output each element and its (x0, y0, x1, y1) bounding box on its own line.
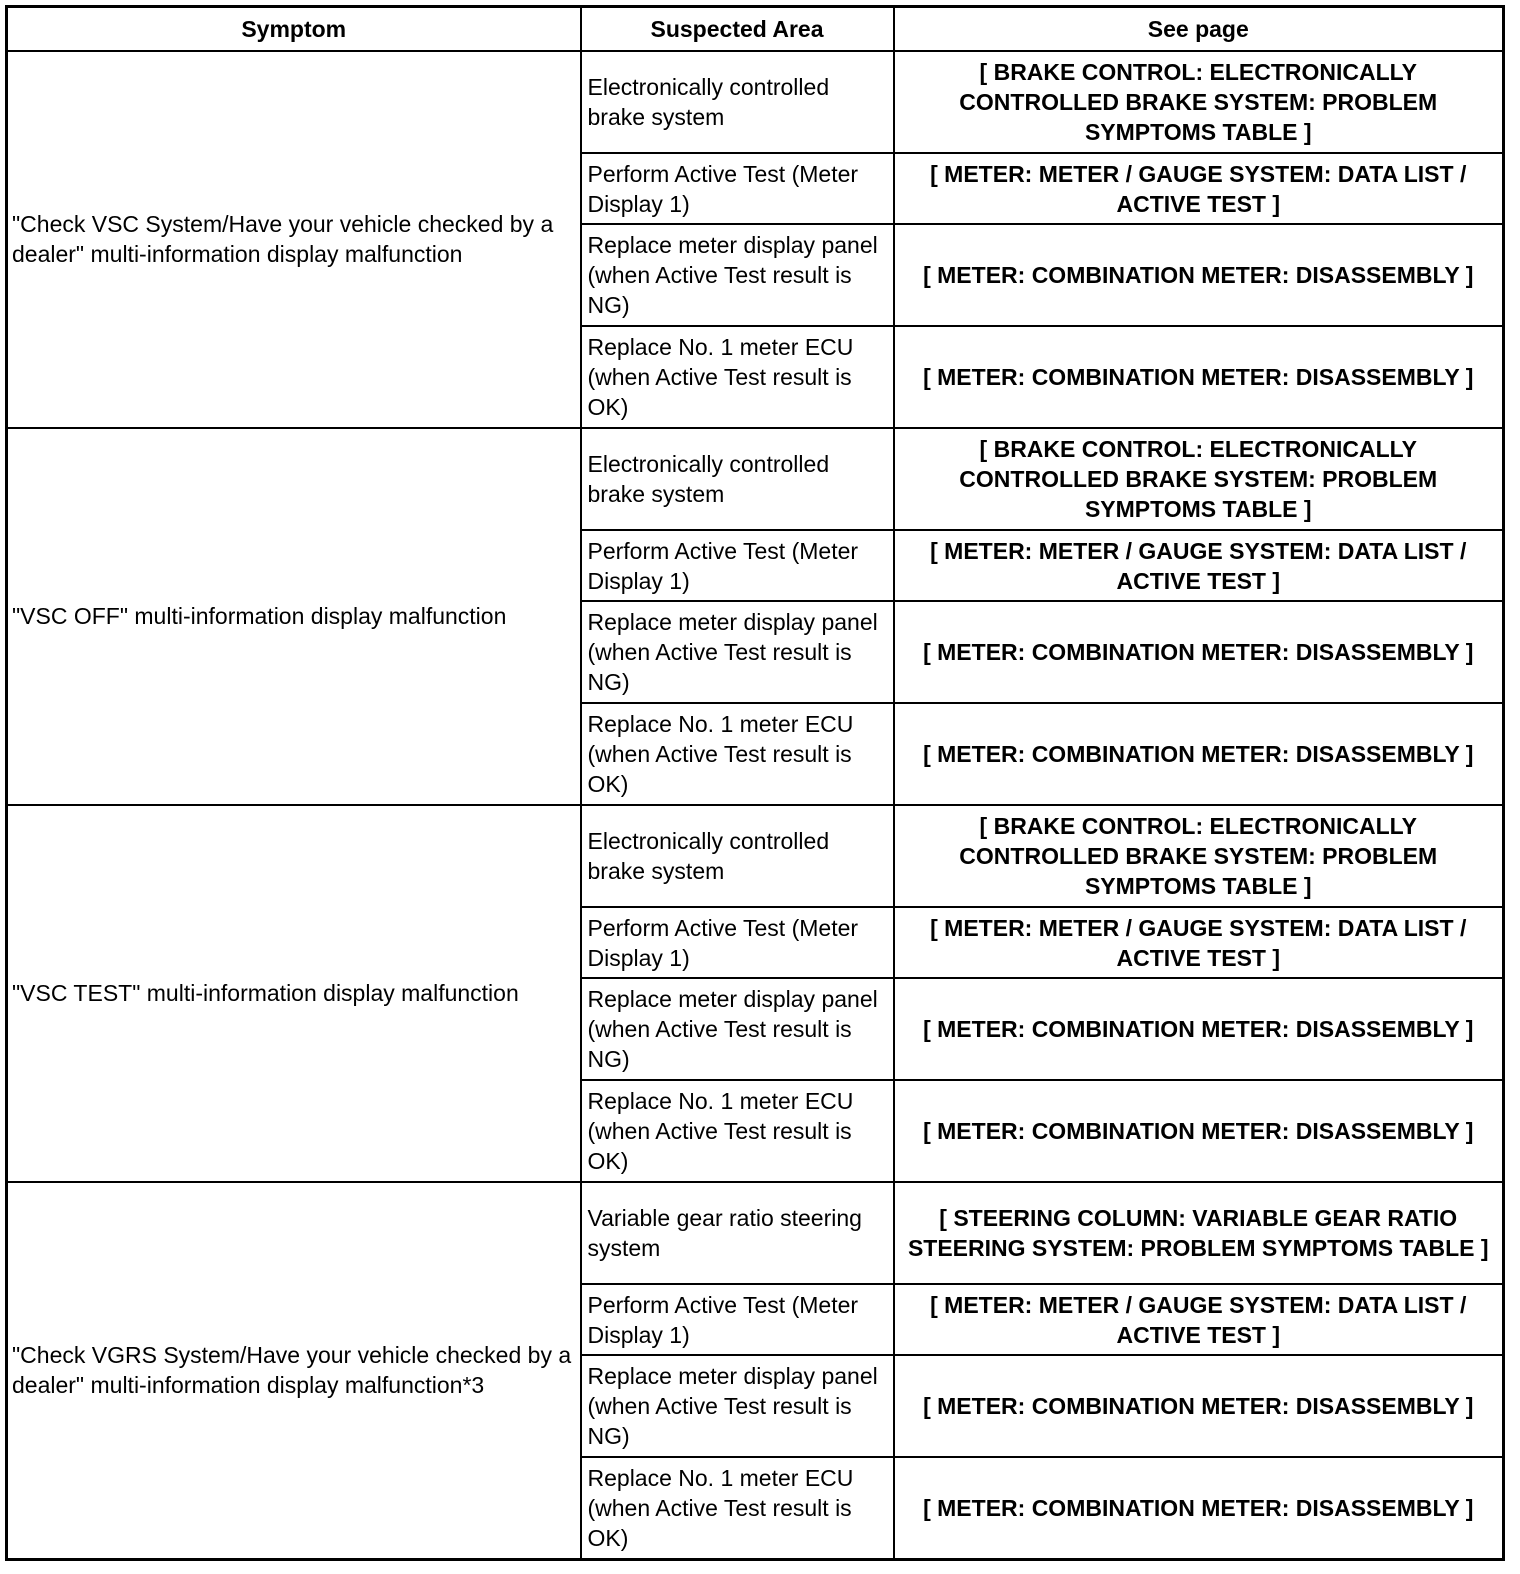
suspected-area-cell: Electronically controlled brake system (581, 428, 894, 530)
see-page-cell: [ METER: COMBINATION METER: DISASSEMBLY ] (894, 601, 1504, 703)
symptom-cell: "Check VSC System/Have your vehicle checked by a dealer" multi-information display malfunction (7, 51, 581, 428)
suspected-area-cell: Replace No. 1 meter ECU (when Active Test result is OK) (581, 1457, 894, 1559)
suspected-area-cell: Replace meter display panel (when Active Test result is NG) (581, 224, 894, 326)
header-row (7, 7, 1504, 52)
table-row (7, 51, 1504, 153)
see-page-cell: [ METER: METER / GAUGE SYSTEM: DATA LIST / ACTIVE TEST ] (894, 530, 1504, 601)
see-page-cell: [ METER: COMBINATION METER: DISASSEMBLY ] (894, 326, 1504, 428)
suspected-area-cell: Perform Active Test (Meter Display 1) (581, 530, 894, 601)
header-suspected-area: Suspected Area (581, 7, 894, 52)
see-page-cell: [ BRAKE CONTROL: ELECTRONICALLY CONTROLLED BRAKE SYSTEM: PROBLEM SYMPTOMS TABLE ] (894, 51, 1504, 153)
symptom-cell: "VSC TEST" multi-information display malfunction (7, 805, 581, 1182)
suspected-area-cell: Electronically controlled brake system (581, 805, 894, 907)
suspected-area-cell: Replace meter display panel (when Active Test result is NG) (581, 601, 894, 703)
see-page-cell: [ METER: COMBINATION METER: DISASSEMBLY ] (894, 703, 1504, 805)
see-page-cell: [ BRAKE CONTROL: ELECTRONICALLY CONTROLLED BRAKE SYSTEM: PROBLEM SYMPTOMS TABLE ] (894, 805, 1504, 907)
suspected-area-cell: Perform Active Test (Meter Display 1) (581, 153, 894, 224)
suspected-area-cell: Perform Active Test (Meter Display 1) (581, 907, 894, 978)
suspected-area-cell: Electronically controlled brake system (581, 51, 894, 153)
suspected-area-cell: Replace meter display panel (when Active Test result is NG) (581, 1355, 894, 1457)
suspected-area-cell: Variable gear ratio steering system (581, 1182, 894, 1284)
see-page-cell: [ METER: COMBINATION METER: DISASSEMBLY ] (894, 1080, 1504, 1182)
see-page-cell: [ BRAKE CONTROL: ELECTRONICALLY CONTROLLED BRAKE SYSTEM: PROBLEM SYMPTOMS TABLE ] (894, 428, 1504, 530)
table-row (7, 428, 1504, 530)
see-page-cell: [ METER: COMBINATION METER: DISASSEMBLY ] (894, 1457, 1504, 1559)
table-row (7, 1182, 1504, 1284)
symptom-table (5, 5, 1505, 1561)
see-page-cell: [ METER: METER / GAUGE SYSTEM: DATA LIST / ACTIVE TEST ] (894, 1284, 1504, 1355)
suspected-area-cell: Replace No. 1 meter ECU (when Active Test result is OK) (581, 1080, 894, 1182)
suspected-area-cell: Replace No. 1 meter ECU (when Active Test result is OK) (581, 703, 894, 805)
suspected-area-cell: Replace meter display panel (when Active Test result is NG) (581, 978, 894, 1080)
table-row (7, 805, 1504, 907)
header-symptom: Symptom (7, 7, 581, 52)
see-page-cell: [ STEERING COLUMN: VARIABLE GEAR RATIO STEERING SYSTEM: PROBLEM SYMPTOMS TABLE ] (894, 1182, 1504, 1284)
header-see-page: See page (894, 7, 1504, 52)
see-page-cell: [ METER: METER / GAUGE SYSTEM: DATA LIST / ACTIVE TEST ] (894, 153, 1504, 224)
see-page-cell: [ METER: COMBINATION METER: DISASSEMBLY ] (894, 1355, 1504, 1457)
suspected-area-cell: Perform Active Test (Meter Display 1) (581, 1284, 894, 1355)
see-page-cell: [ METER: COMBINATION METER: DISASSEMBLY ] (894, 224, 1504, 326)
see-page-cell: [ METER: METER / GAUGE SYSTEM: DATA LIST / ACTIVE TEST ] (894, 907, 1504, 978)
symptom-cell: "VSC OFF" multi-information display malfunction (7, 428, 581, 805)
see-page-cell: [ METER: COMBINATION METER: DISASSEMBLY ] (894, 978, 1504, 1080)
suspected-area-cell: Replace No. 1 meter ECU (when Active Test result is OK) (581, 326, 894, 428)
symptom-cell: "Check VGRS System/Have your vehicle checked by a dealer" multi-information display malfunction*3 (7, 1182, 581, 1560)
